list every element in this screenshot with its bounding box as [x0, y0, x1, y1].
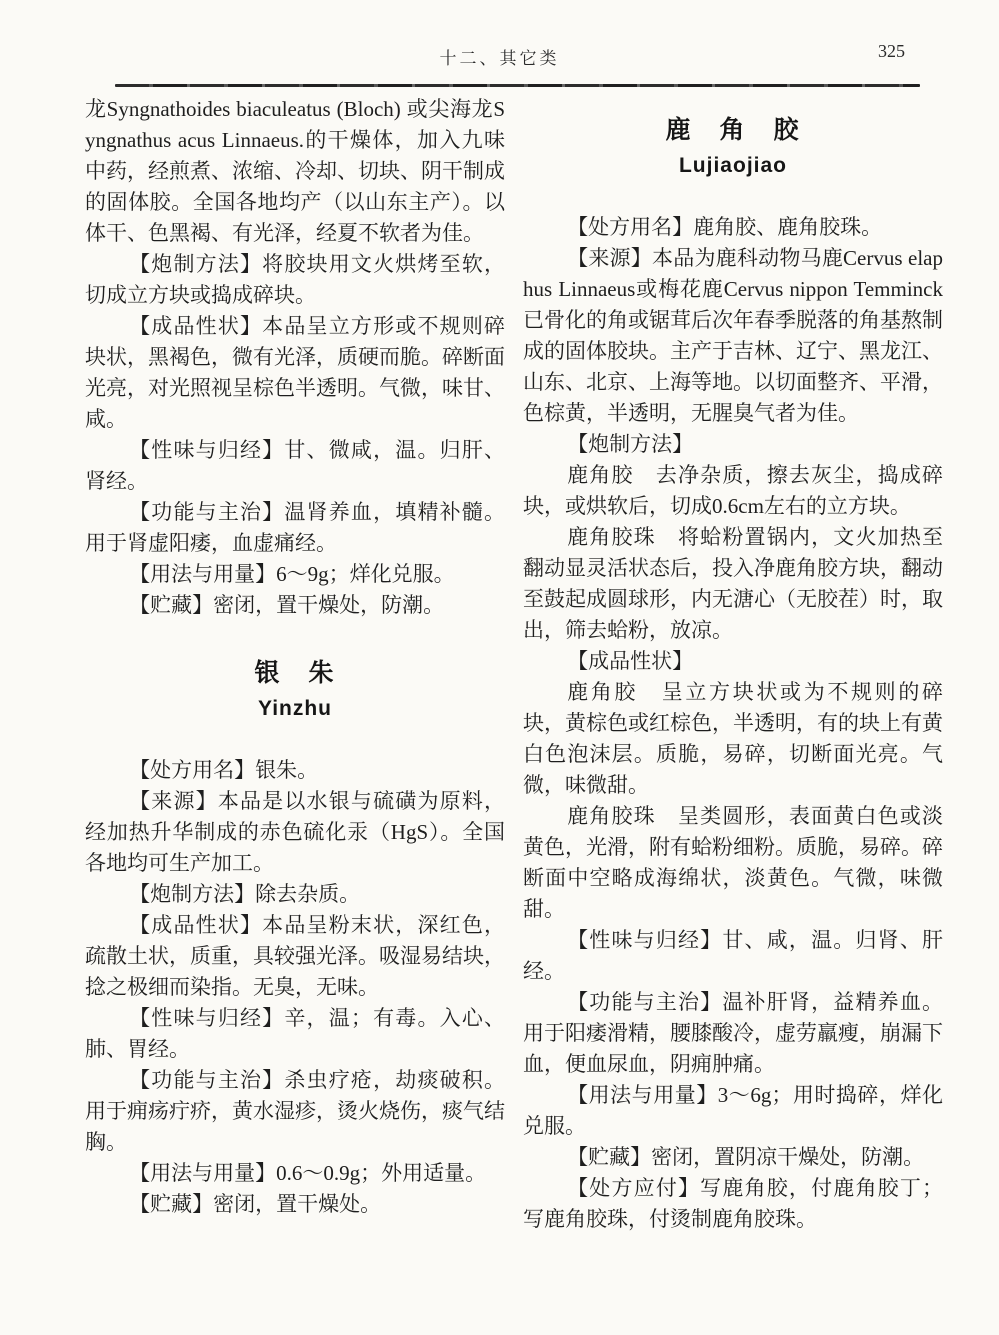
paragraph: 【用法与用量】6～9g；烊化兑服。 [129, 562, 455, 586]
drug-pinyin: Lujiaojiao [678, 154, 787, 177]
paragraph: 【炮制方法】 [567, 432, 694, 456]
left-column [85, 94, 505, 1235]
continuation-paragraph: 龙Syngnathoides biaculeatus (Bloch) 或尖海龙Syngnathus acus Linnaeus.的干燥体，加入九味中药，经煎煮、浓缩、冷却、切块、阴干制成的固体胶。全国各地均产（以山东主产）。以体干、色黑褐、有光泽，经夏不软者为佳。 [85, 97, 505, 245]
paragraph: 【贮藏】密闭，置阴凉干燥处，防潮。 [567, 1145, 925, 1169]
drug-pinyin: Yinzhu [257, 697, 333, 720]
section-title: 十二、其它类 [439, 49, 560, 68]
paragraph: 【成品性状】 [567, 649, 694, 673]
paragraph: 【功能与主治】温补肝肾，益精养血。用于阳痿滑精，腰膝酸冷，虚劳羸瘦，崩漏下血，便血尿血，阴痈肿痛。 [523, 990, 943, 1076]
drug-name-heading: 银 朱 [254, 660, 336, 687]
paragraph: 【功能与主治】温肾养血，填精补髓。用于肾虚阳痿，血虚痛经。 [85, 500, 505, 555]
page-header [0, 0, 999, 84]
paragraph: 【性味与归经】甘、咸，温。归肾、肝经。 [523, 928, 943, 983]
paragraph: 【用法与用量】0.6～0.9g；外用适量。 [129, 1161, 487, 1185]
drug-name-heading: 鹿 角 胶 [665, 117, 801, 144]
paragraph: 【性味与归经】甘、微咸，温。归肝、肾经。 [85, 438, 505, 493]
paragraph: 【成品性状】本品呈立方形或不规则碎块状，黑褐色，微有光泽，质硬而脆。碎断面光亮，对光照视呈棕色半透明。气微，味甘、咸。 [85, 314, 505, 431]
paragraph: 【贮藏】密闭，置干燥处。 [129, 1192, 382, 1216]
paragraph: 【炮制方法】将胶块用文火烘烤至软，切成立方块或捣成碎块。 [85, 252, 505, 307]
paragraph: 鹿角胶 去净杂质，擦去灰尘，捣成碎块，或烘软后，切成0.6cm左右的立方块。 [523, 463, 943, 518]
paragraph: 【功能与主治】杀虫疗疮，劫痰破积。用于痈疡疔疥，黄水湿疹，烫火烧伤，痰气结胸。 [85, 1068, 505, 1154]
right-column [523, 94, 943, 1235]
paragraph: 【处方用名】银朱。 [129, 758, 319, 782]
paragraph: 【成品性状】本品呈粉末状，深红色，疏散土状，质重，具较强光泽。吸湿易结块，捻之极细而染指。无臭，无味。 [85, 913, 505, 999]
paragraph: 鹿角胶 呈立方块状或为不规则的碎块，黄棕色或红棕色，半透明，有的块上有黄白色泡沫层。质脆，易碎，切断面光亮。气微，味微甜。 [523, 680, 943, 797]
paragraph: 【炮制方法】除去杂质。 [129, 882, 361, 906]
paragraph: 【贮藏】密闭，置干燥处，防潮。 [129, 593, 445, 617]
paragraph: 鹿角胶珠 将蛤粉置锅内，文火加热至翻动显灵活状态后，投入净鹿角胶方块，翻动至鼓起成圆球形，内无溏心（无胶茬）时，取出，筛去蛤粉，放凉。 [523, 525, 943, 642]
paragraph: 【来源】本品是以水银与硫磺为原料，经加热升华制成的赤色硫化汞（HgS）。全国各地均可生产加工。 [85, 789, 505, 875]
paragraph: 【处方用名】鹿角胶、鹿角胶珠。 [567, 215, 883, 239]
paragraph: 鹿角胶珠 呈类圆形，表面黄白色或淡黄色，光滑，附有蛤粉细粉。质脆，易碎。碎断面中空略成海绵状，淡黄色。气微，味微甜。 [523, 804, 943, 921]
text-columns [0, 84, 999, 1235]
paragraph: 【性味与归经】辛，温；有毒。入心、肺、胃经。 [85, 1006, 505, 1061]
paragraph: 【用法与用量】3～6g；用时捣碎，烊化兑服。 [523, 1083, 943, 1138]
paragraph: 【处方应付】写鹿角胶，付鹿角胶丁；写鹿角胶珠，付烫制鹿角胶珠。 [523, 1176, 943, 1231]
header-rule [115, 84, 920, 87]
page-number: 325 [878, 41, 905, 61]
paragraph: 【来源】本品为鹿科动物马鹿Cervus elaphus Linnaeus或梅花鹿Cervus nippon Temminck已骨化的角或锯茸后次年春季脱落的角基熬制成的固体胶块。主产于吉林、辽宁、黑龙江、山东、北京、上海等地。以切面整齐、平滑，色棕黄，半透明，无腥臭气者为佳。 [523, 246, 943, 425]
